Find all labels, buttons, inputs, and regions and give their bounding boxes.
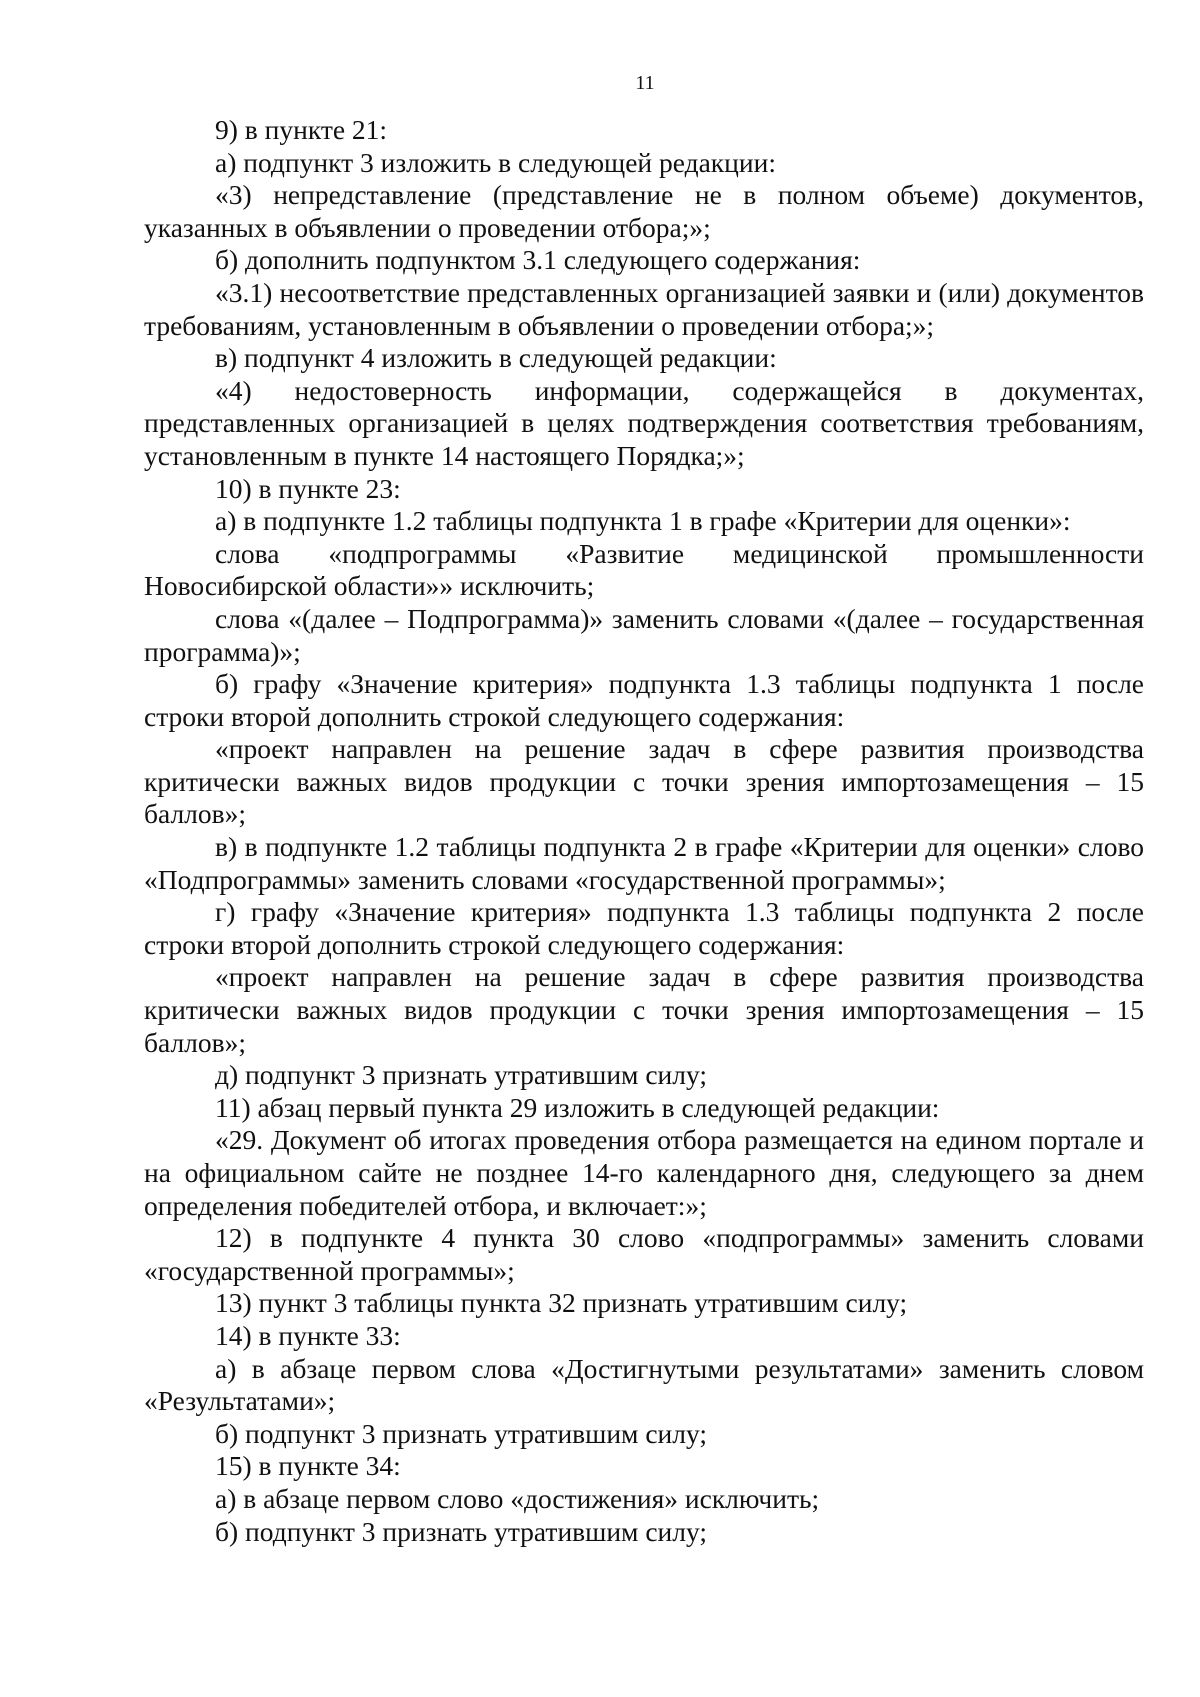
paragraph: 13) пункт 3 таблицы пункта 32 признать утратившим силу; bbox=[215, 1287, 908, 1319]
paragraph: а) в абзаце первом слово «достижения» исключить; bbox=[215, 1482, 820, 1514]
paragraph: г) графу «Значение критерия» подпункта 1.3 таблицы подпункта 2 после строки второй дополнить строкой следующего содержания: bbox=[144, 896, 1144, 960]
paragraph: «29. Документ об итогах проведения отбора размещается на едином портале и на официальном сайте не позднее 14-го календарного дня, следующего за днем определения победителей отбора, и включает:»; bbox=[144, 1124, 1144, 1221]
paragraph: д) подпункт 3 признать утратившим силу; bbox=[215, 1059, 707, 1091]
paragraph: 12) в подпункте 4 пункта 30 слово «подпрограммы» заменить словами «государственной программы»; bbox=[144, 1222, 1144, 1286]
paragraph: «3) непредставление (представление не в полном объеме) документов, указанных в объявлении о проведении отбора;»; bbox=[144, 179, 1144, 243]
paragraph: слова «подпрограммы «Развитие медицинской промышленности Новосибирской области»» исключить; bbox=[144, 537, 1144, 602]
paragraph: 10) в пункте 23: bbox=[215, 472, 401, 504]
paragraph: б) подпункт 3 признать утратившим силу; bbox=[215, 1515, 707, 1547]
paragraph: 9) в пункте 21: bbox=[215, 114, 388, 145]
paragraph: 14) в пункте 33: bbox=[215, 1319, 401, 1351]
paragraph: б) подпункт 3 признать утратившим силу; bbox=[215, 1417, 707, 1449]
page-number: 11 bbox=[635, 72, 655, 94]
paragraph: 15) в пункте 34: bbox=[215, 1450, 401, 1482]
paragraph: а) подпункт 3 изложить в следующей редакции: bbox=[215, 146, 776, 178]
paragraph: «проект направлен на решение задач в сфере развития производства критически важных видов продукции с точки зрения импортозамещения – 15 баллов»; bbox=[144, 733, 1144, 830]
paragraph: а) в подпункте 1.2 таблицы подпункта 1 в графе «Критерии для оценки»: bbox=[215, 505, 1071, 537]
paragraph: «3.1) несоответствие представленных организацией заявки и (или) документов требованиям, установленным в объявлении о проведении отбора;»; bbox=[144, 276, 1144, 341]
paragraph: «проект направлен на решение задач в сфере развития производства критически важных видов продукции с точки зрения импортозамещения – 15 баллов»; bbox=[144, 961, 1144, 1058]
paragraph: б) дополнить подпунктом 3.1 следующего содержания: bbox=[215, 244, 861, 276]
paragraph: б) графу «Значение критерия» подпункта 1.3 таблицы подпункта 1 после строки второй дополнить строкой следующего содержания: bbox=[144, 668, 1144, 732]
paragraph: «4) недостоверность информации, содержащейся в документах, представленных организацией в целях подтверждения соответствия требованиям, установленным в пункте 14 настоящего Порядка;»; bbox=[144, 374, 1144, 471]
paragraph: 11) абзац первый пункта 29 изложить в следующей редакции: bbox=[215, 1091, 940, 1123]
paragraph: а) в абзаце первом слова «Достигнутыми результатами» заменить словом «Результатами»; bbox=[144, 1352, 1144, 1417]
paragraph: в) в подпункте 1.2 таблицы подпункта 2 в графе «Критерии для оценки» слово «Подпрограммы» заменить словами «государственной программы»; bbox=[144, 831, 1144, 895]
document-body bbox=[144, 114, 1144, 1548]
paragraph: в) подпункт 4 изложить в следующей редакции: bbox=[215, 342, 777, 374]
paragraph: слова «(далее – Подпрограмма)» заменить словами «(далее – государственная программа)»; bbox=[144, 602, 1144, 667]
